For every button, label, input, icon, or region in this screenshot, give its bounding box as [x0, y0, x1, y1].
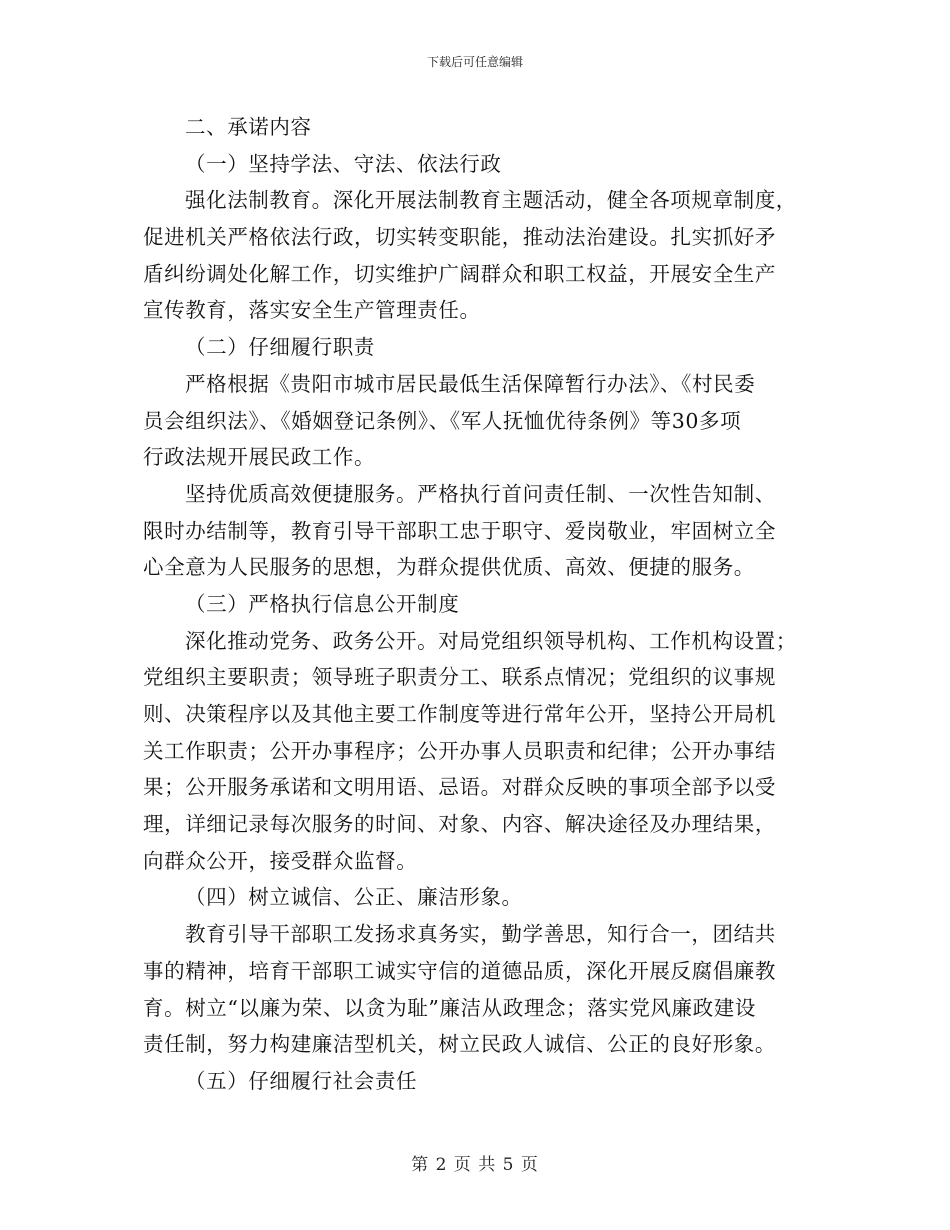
paragraph-line: （五）仔细履行社会责任 [185, 1068, 418, 1093]
paragraph-line: 教育引导干部职工发扬求真务实，勤学善思，知行合一，团结共 [185, 922, 776, 947]
paragraph-line: 严格根据《贵阳市城市居民最低生活保障暂行办法》、《村民委 [185, 371, 756, 396]
paragraph-line: 盾纠纷调处化解工作，切实维护广阔群众和职工权益，开展安全生产 [143, 261, 776, 286]
paragraph-line: 关工作职责；公开办事程序；公开办事人员职责和纪律；公开办事结 [143, 738, 776, 763]
paragraph-line: 坚持优质高效便捷服务。严格执行首问责任制、一次性告知制、 [185, 481, 776, 506]
paragraph-line: 深化推动党务、政务公开。对局党组织领导机构、工作机构设置； [185, 628, 797, 653]
paragraph-line: （三）严格执行信息公开制度 [185, 591, 460, 616]
paragraph-line: 事的精神，培育干部职工诚实守信的道德品质，深化开展反腐倡廉教 [143, 958, 776, 983]
paragraph-line: 果；公开服务承诺和文明用语、忌语。对群众反映的事项全部予以受 [143, 775, 776, 800]
page-header: 下载后可任意编辑 [426, 55, 523, 69]
paragraph-line: 行政法规开展民政工作。 [143, 445, 376, 470]
paragraph-line: （二）仔细履行职责 [185, 335, 375, 360]
paragraph-line: 则、决策程序以及其他主要工作制度等进行常年公开，坚持公开局机 [143, 702, 776, 726]
paragraph-line: 员会组织法》、《婚姻登记条例》、《军人抚恤优待条例》等30多项 [143, 408, 742, 433]
page-number: 第 2 页 共 5 页 [411, 1155, 539, 1175]
paragraph-line: 党组织主要职责；领导班子职责分工、联系点情况；党组织的议事规 [143, 665, 776, 690]
document-body [143, 109, 815, 1100]
paragraph-line: 向群众公开，接受群众监督。 [143, 848, 418, 873]
paragraph-line: 强化法制教育。深化开展法制教育主题活动，健全各项规章制度， [185, 188, 797, 213]
paragraph-line: 二、承诺内容 [185, 115, 312, 139]
paragraph-line: 促进机关严格依法行政，切实转变职能，推动法治建设。扎实抓好矛 [143, 225, 776, 250]
paragraph-line: （四）树立诚信、公正、廉洁形象。 [185, 885, 523, 910]
paragraph-line: 心全意为人民服务的思想，为群众提供优质、高效、便捷的服务。 [143, 555, 755, 580]
paragraph-line: 限时办结制等，教育引导干部职工忠于职守、爱岗敬业，牢固树立全 [143, 518, 776, 543]
paragraph-line: 宣传教育，落实安全生产管理责任。 [143, 298, 481, 323]
paragraph-line: （一）坚持学法、守法、依法行政 [185, 151, 502, 176]
paragraph-line: 理，详细记录每次服务的时间、对象、内容、解决途径及办理结果， [143, 812, 776, 837]
paragraph-line: 责任制，努力构建廉洁型机关，树立民政人诚信、公正的良好形象。 [143, 1032, 776, 1057]
paragraph-line: 育。树立“以廉为荣、以贪为耻”廉洁从政理念；落实党风廉政建设 [143, 995, 756, 1020]
